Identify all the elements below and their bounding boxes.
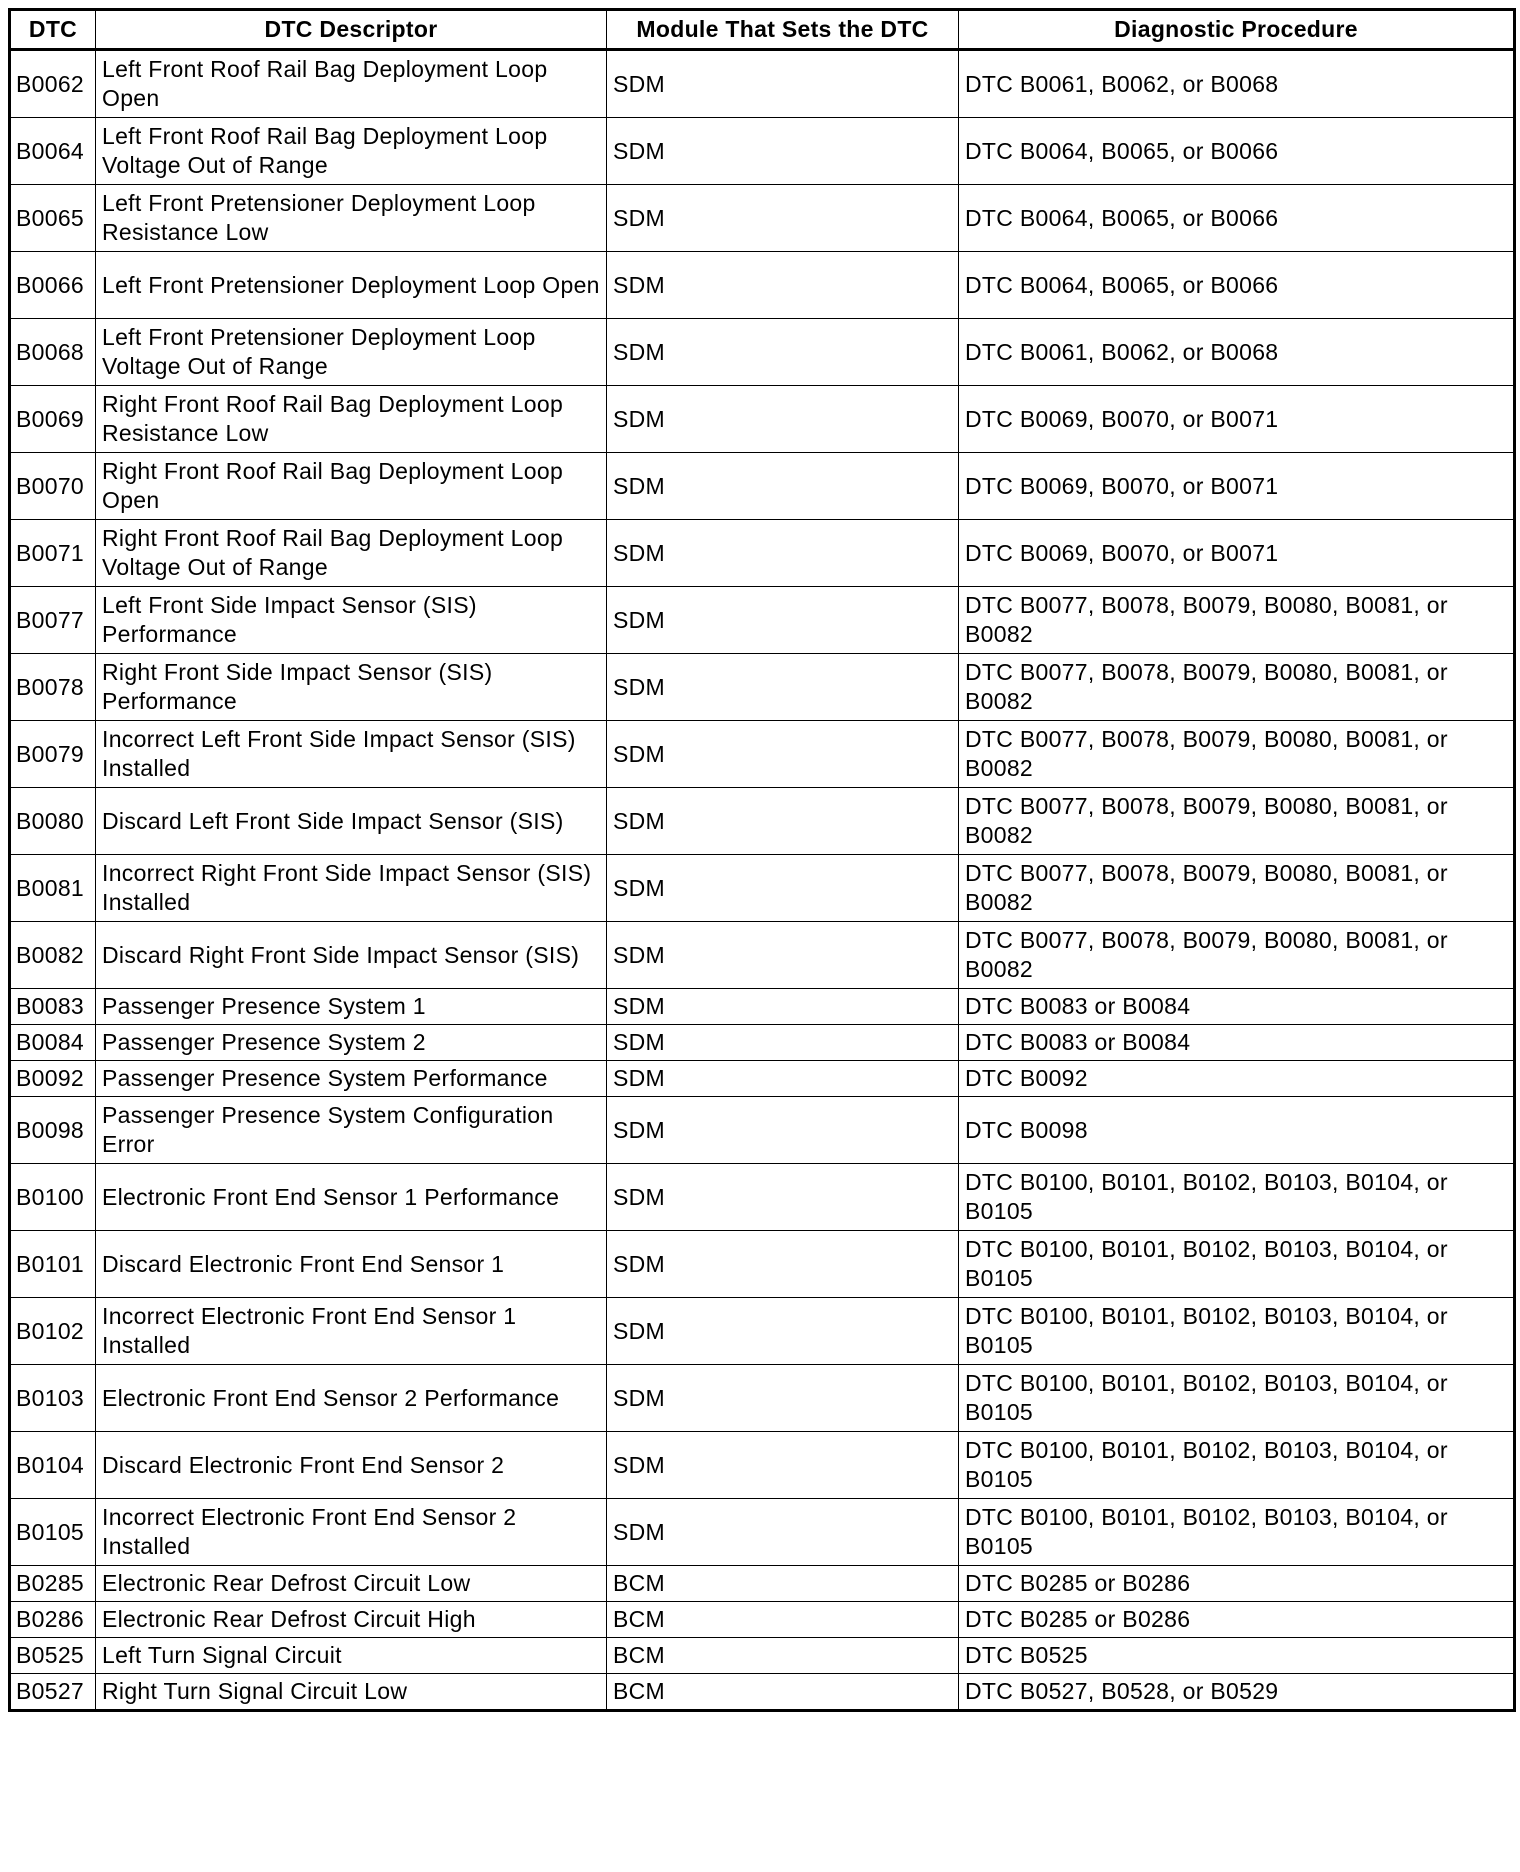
dtc-descriptor-cell: Right Front Side Impact Sensor (SIS) Performance xyxy=(96,654,607,721)
module-cell: BCM xyxy=(607,1638,959,1674)
header-diagnostic-procedure: Diagnostic Procedure xyxy=(959,10,1515,50)
diagnostic-procedure-cell: DTC B0285 or B0286 xyxy=(959,1602,1515,1638)
dtc-descriptor-cell: Discard Electronic Front End Sensor 1 xyxy=(96,1231,607,1298)
module-cell: SDM xyxy=(607,1298,959,1365)
diagnostic-procedure-cell: DTC B0285 or B0286 xyxy=(959,1566,1515,1602)
dtc-code-cell: B0077 xyxy=(10,587,96,654)
header-dtc-descriptor: DTC Descriptor xyxy=(96,10,607,50)
dtc-code-cell: B0065 xyxy=(10,185,96,252)
table-row xyxy=(10,1164,1515,1231)
diagnostic-procedure-cell: DTC B0100, B0101, B0102, B0103, B0104, or B0105 xyxy=(959,1298,1515,1365)
table-row xyxy=(10,1638,1515,1674)
dtc-descriptor-cell: Electronic Rear Defrost Circuit High xyxy=(96,1602,607,1638)
dtc-descriptor-cell: Electronic Rear Defrost Circuit Low xyxy=(96,1566,607,1602)
dtc-code-cell: B0527 xyxy=(10,1674,96,1711)
dtc-descriptor-cell: Incorrect Electronic Front End Sensor 1 Installed xyxy=(96,1298,607,1365)
dtc-descriptor-cell: Left Front Roof Rail Bag Deployment Loop Open xyxy=(96,50,607,118)
diagnostic-procedure-cell: DTC B0100, B0101, B0102, B0103, B0104, or B0105 xyxy=(959,1231,1515,1298)
dtc-descriptor-cell: Right Front Roof Rail Bag Deployment Loop Voltage Out of Range xyxy=(96,520,607,587)
module-cell: SDM xyxy=(607,252,959,319)
diagnostic-procedure-cell: DTC B0069, B0070, or B0071 xyxy=(959,520,1515,587)
table-row xyxy=(10,118,1515,185)
module-cell: SDM xyxy=(607,855,959,922)
header-dtc: DTC xyxy=(10,10,96,50)
table-row xyxy=(10,185,1515,252)
table-row xyxy=(10,1061,1515,1097)
dtc-code-cell: B0104 xyxy=(10,1432,96,1499)
module-cell: SDM xyxy=(607,721,959,788)
module-cell: SDM xyxy=(607,453,959,520)
dtc-descriptor-cell: Right Turn Signal Circuit Low xyxy=(96,1674,607,1711)
dtc-code-cell: B0100 xyxy=(10,1164,96,1231)
dtc-descriptor-cell: Left Front Pretensioner Deployment Loop Open xyxy=(96,252,607,319)
dtc-descriptor-cell: Incorrect Right Front Side Impact Sensor (SIS) Installed xyxy=(96,855,607,922)
module-cell: SDM xyxy=(607,654,959,721)
diagnostic-procedure-cell: DTC B0064, B0065, or B0066 xyxy=(959,252,1515,319)
diagnostic-procedure-cell: DTC B0077, B0078, B0079, B0080, B0081, or B0082 xyxy=(959,587,1515,654)
dtc-code-cell: B0525 xyxy=(10,1638,96,1674)
module-cell: SDM xyxy=(607,1231,959,1298)
diagnostic-procedure-cell: DTC B0100, B0101, B0102, B0103, B0104, or B0105 xyxy=(959,1432,1515,1499)
table-row xyxy=(10,252,1515,319)
table-row xyxy=(10,1566,1515,1602)
module-cell: SDM xyxy=(607,1432,959,1499)
dtc-descriptor-cell: Incorrect Electronic Front End Sensor 2 Installed xyxy=(96,1499,607,1566)
dtc-code-cell: B0101 xyxy=(10,1231,96,1298)
dtc-code-cell: B0092 xyxy=(10,1061,96,1097)
table-row xyxy=(10,1674,1515,1711)
table-row xyxy=(10,587,1515,654)
diagnostic-procedure-cell: DTC B0064, B0065, or B0066 xyxy=(959,185,1515,252)
dtc-code-cell: B0286 xyxy=(10,1602,96,1638)
dtc-descriptor-cell: Discard Left Front Side Impact Sensor (SIS) xyxy=(96,788,607,855)
dtc-descriptor-cell: Electronic Front End Sensor 2 Performance xyxy=(96,1365,607,1432)
module-cell: SDM xyxy=(607,386,959,453)
dtc-descriptor-cell: Passenger Presence System Configuration Error xyxy=(96,1097,607,1164)
diagnostic-procedure-cell: DTC B0092 xyxy=(959,1061,1515,1097)
dtc-code-cell: B0078 xyxy=(10,654,96,721)
module-cell: SDM xyxy=(607,1365,959,1432)
diagnostic-procedure-cell: DTC B0061, B0062, or B0068 xyxy=(959,50,1515,118)
table-row xyxy=(10,319,1515,386)
dtc-code-cell: B0080 xyxy=(10,788,96,855)
table-row xyxy=(10,1432,1515,1499)
diagnostic-procedure-cell: DTC B0077, B0078, B0079, B0080, B0081, or B0082 xyxy=(959,654,1515,721)
module-cell: SDM xyxy=(607,1025,959,1061)
table-row xyxy=(10,1097,1515,1164)
dtc-descriptor-cell: Right Front Roof Rail Bag Deployment Loop Open xyxy=(96,453,607,520)
table-row xyxy=(10,1602,1515,1638)
dtc-descriptor-cell: Left Turn Signal Circuit xyxy=(96,1638,607,1674)
dtc-code-cell: B0071 xyxy=(10,520,96,587)
diagnostic-procedure-cell: DTC B0077, B0078, B0079, B0080, B0081, or B0082 xyxy=(959,788,1515,855)
diagnostic-procedure-cell: DTC B0069, B0070, or B0071 xyxy=(959,386,1515,453)
diagnostic-procedure-cell: DTC B0527, B0528, or B0529 xyxy=(959,1674,1515,1711)
dtc-descriptor-cell: Left Front Pretensioner Deployment Loop Voltage Out of Range xyxy=(96,319,607,386)
module-cell: SDM xyxy=(607,587,959,654)
dtc-code-cell: B0062 xyxy=(10,50,96,118)
diagnostic-procedure-cell: DTC B0100, B0101, B0102, B0103, B0104, or B0105 xyxy=(959,1164,1515,1231)
diagnostic-procedure-cell: DTC B0100, B0101, B0102, B0103, B0104, or B0105 xyxy=(959,1499,1515,1566)
table-row xyxy=(10,922,1515,989)
diagnostic-procedure-cell: DTC B0077, B0078, B0079, B0080, B0081, or B0082 xyxy=(959,922,1515,989)
diagnostic-procedure-cell: DTC B0098 xyxy=(959,1097,1515,1164)
table-row xyxy=(10,1365,1515,1432)
module-cell: SDM xyxy=(607,788,959,855)
dtc-descriptor-cell: Passenger Presence System Performance xyxy=(96,1061,607,1097)
dtc-code-cell: B0069 xyxy=(10,386,96,453)
module-cell: SDM xyxy=(607,319,959,386)
table-header-row xyxy=(10,10,1515,50)
module-cell: SDM xyxy=(607,118,959,185)
diagnostic-procedure-cell: DTC B0525 xyxy=(959,1638,1515,1674)
diagnostic-procedure-cell: DTC B0077, B0078, B0079, B0080, B0081, or B0082 xyxy=(959,855,1515,922)
dtc-code-cell: B0102 xyxy=(10,1298,96,1365)
dtc-descriptor-cell: Discard Right Front Side Impact Sensor (SIS) xyxy=(96,922,607,989)
dtc-code-cell: B0105 xyxy=(10,1499,96,1566)
dtc-code-cell: B0082 xyxy=(10,922,96,989)
module-cell: SDM xyxy=(607,1097,959,1164)
dtc-code-cell: B0098 xyxy=(10,1097,96,1164)
diagnostic-procedure-cell: DTC B0077, B0078, B0079, B0080, B0081, or B0082 xyxy=(959,721,1515,788)
module-cell: SDM xyxy=(607,1061,959,1097)
table-row xyxy=(10,721,1515,788)
module-cell: BCM xyxy=(607,1566,959,1602)
table-row xyxy=(10,50,1515,118)
module-cell: SDM xyxy=(607,989,959,1025)
dtc-descriptor-cell: Left Front Roof Rail Bag Deployment Loop Voltage Out of Range xyxy=(96,118,607,185)
module-cell: BCM xyxy=(607,1602,959,1638)
table-row xyxy=(10,520,1515,587)
module-cell: SDM xyxy=(607,185,959,252)
table-row xyxy=(10,1025,1515,1061)
dtc-descriptor-cell: Passenger Presence System 1 xyxy=(96,989,607,1025)
diagnostic-procedure-cell: DTC B0069, B0070, or B0071 xyxy=(959,453,1515,520)
diagnostic-procedure-cell: DTC B0061, B0062, or B0068 xyxy=(959,319,1515,386)
table-body xyxy=(10,50,1515,1711)
dtc-code-cell: B0070 xyxy=(10,453,96,520)
dtc-code-cell: B0066 xyxy=(10,252,96,319)
dtc-descriptor-cell: Right Front Roof Rail Bag Deployment Loop Resistance Low xyxy=(96,386,607,453)
table-row xyxy=(10,386,1515,453)
table-row xyxy=(10,453,1515,520)
dtc-code-cell: B0083 xyxy=(10,989,96,1025)
module-cell: SDM xyxy=(607,1164,959,1231)
table-row xyxy=(10,1499,1515,1566)
dtc-descriptor-cell: Left Front Pretensioner Deployment Loop Resistance Low xyxy=(96,185,607,252)
dtc-code-cell: B0079 xyxy=(10,721,96,788)
dtc-code-cell: B0081 xyxy=(10,855,96,922)
module-cell: SDM xyxy=(607,520,959,587)
dtc-code-cell: B0084 xyxy=(10,1025,96,1061)
dtc-descriptor-cell: Electronic Front End Sensor 1 Performance xyxy=(96,1164,607,1231)
module-cell: SDM xyxy=(607,922,959,989)
diagnostic-procedure-cell: DTC B0100, B0101, B0102, B0103, B0104, or B0105 xyxy=(959,1365,1515,1432)
diagnostic-procedure-cell: DTC B0083 or B0084 xyxy=(959,1025,1515,1061)
table-row xyxy=(10,654,1515,721)
module-cell: BCM xyxy=(607,1674,959,1711)
diagnostic-procedure-cell: DTC B0083 or B0084 xyxy=(959,989,1515,1025)
module-cell: SDM xyxy=(607,50,959,118)
dtc-descriptor-cell: Left Front Side Impact Sensor (SIS) Performance xyxy=(96,587,607,654)
table-row xyxy=(10,788,1515,855)
diagnostic-procedure-cell: DTC B0064, B0065, or B0066 xyxy=(959,118,1515,185)
dtc-code-cell: B0103 xyxy=(10,1365,96,1432)
header-module: Module That Sets the DTC xyxy=(607,10,959,50)
dtc-code-cell: B0285 xyxy=(10,1566,96,1602)
table-row xyxy=(10,855,1515,922)
dtc-code-cell: B0068 xyxy=(10,319,96,386)
dtc-descriptor-cell: Discard Electronic Front End Sensor 2 xyxy=(96,1432,607,1499)
dtc-table xyxy=(8,8,1516,1712)
table-row xyxy=(10,989,1515,1025)
table-row xyxy=(10,1231,1515,1298)
dtc-descriptor-cell: Passenger Presence System 2 xyxy=(96,1025,607,1061)
table-row xyxy=(10,1298,1515,1365)
dtc-code-cell: B0064 xyxy=(10,118,96,185)
dtc-descriptor-cell: Incorrect Left Front Side Impact Sensor (SIS) Installed xyxy=(96,721,607,788)
module-cell: SDM xyxy=(607,1499,959,1566)
